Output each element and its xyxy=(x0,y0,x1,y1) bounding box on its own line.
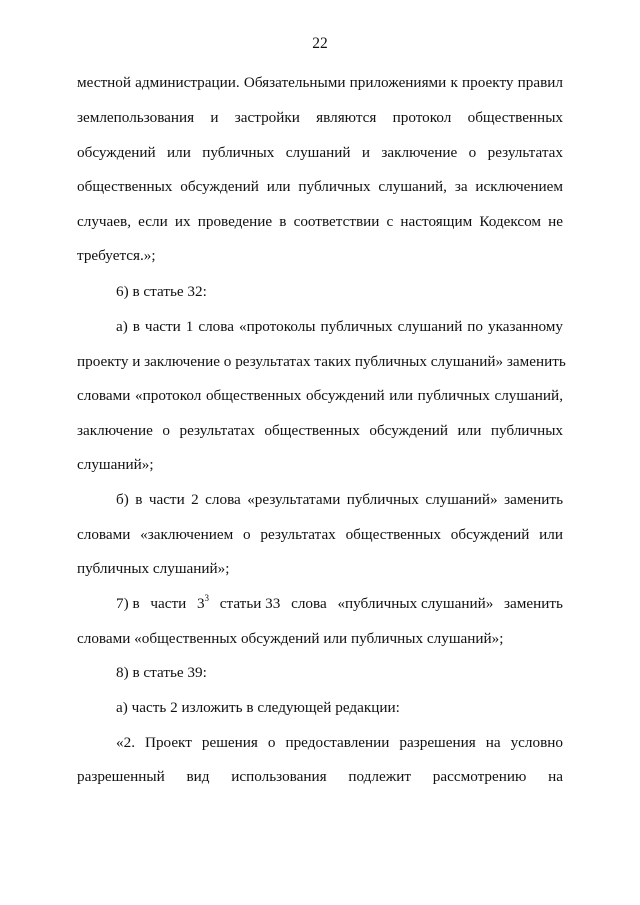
superscript-3: 3 xyxy=(204,593,210,603)
text-line-10: словами «протокол общественных обсуждений или публичных слушаний, xyxy=(77,387,563,404)
paragraph-7-word-replace: заменить xyxy=(504,595,563,612)
text-line-4: общественных обсуждений или публичных слушаний, за исключением xyxy=(77,178,563,195)
text-line-16 xyxy=(116,594,563,614)
text-line-15: публичных слушаний»; xyxy=(77,560,230,577)
text-line-1: местной администрации. Обязательными приложениями к проекту правил xyxy=(77,74,563,91)
page-number: 22 xyxy=(312,35,328,52)
text-line-5: случаев, если их проведение в соответствии с настоящим Кодексом не xyxy=(77,213,563,230)
text-line-8: а) в части 1 слова «протоколы публичных слушаний по указанному xyxy=(116,318,563,335)
text-line-17: словами «общественных обсуждений или публичных слушаний»; xyxy=(77,630,504,647)
paragraph-6-heading: 6) в статье 32: xyxy=(116,283,207,300)
text-line-3: обсуждений или публичных слушаний и заключение о результатах xyxy=(77,144,563,161)
paragraph-8-heading: 8) в статье 39: xyxy=(116,664,207,681)
text-line-2: землепользования и застройки являются протокол общественных xyxy=(77,109,563,126)
text-line-6: требуется.»; xyxy=(77,247,156,264)
paragraph-7-word-part: части xyxy=(150,595,187,612)
paragraph-7-word-article: статьи 33 xyxy=(219,595,281,612)
text-line-19: а) часть 2 изложить в следующей редакции: xyxy=(116,699,400,716)
text-line-21: разрешенный вид использования подлежит рассмотрению на xyxy=(77,768,563,785)
text-line-13: б) в части 2 слова «результатами публичных слушаний» заменить xyxy=(116,491,563,508)
text-line-9: проекту и заключение о результатах таких публичных слушаний» заменить xyxy=(77,353,566,370)
text-line-11: заключение о результатах общественных обсуждений или публичных xyxy=(77,422,563,439)
paragraph-7-prefix: 7) в xyxy=(116,595,140,612)
paragraph-7-word-words: слова xyxy=(291,595,327,612)
text-line-20: «2. Проект решения о предоставлении разрешения на условно xyxy=(116,734,563,751)
paragraph-7-quote: «публичных слушаний» xyxy=(337,595,494,612)
text-line-12: слушаний»; xyxy=(77,456,154,473)
text-line-14: словами «заключением о результатах общественных обсуждений или xyxy=(77,526,563,543)
paragraph-7-number: $3^3$ xyxy=(196,593,210,612)
